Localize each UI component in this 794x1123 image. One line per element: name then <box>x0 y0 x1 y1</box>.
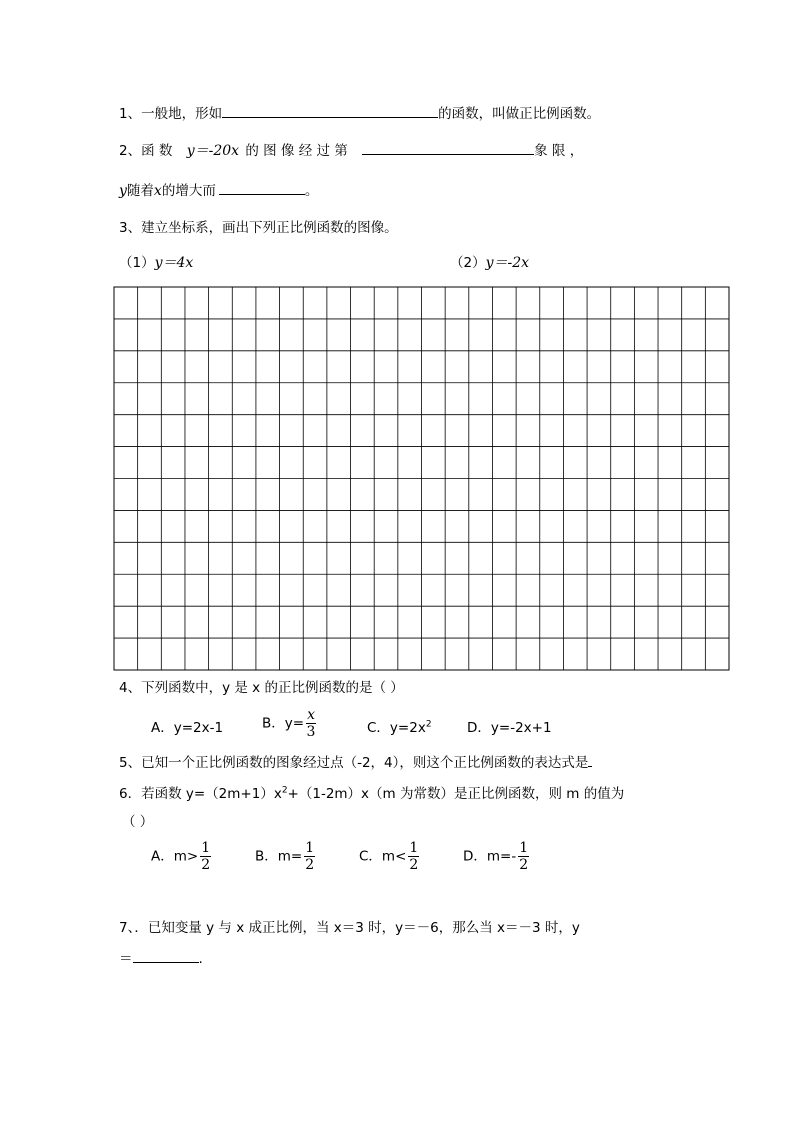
q6-option-c[interactable] <box>359 840 421 873</box>
question-2-line-1 <box>119 140 583 160</box>
q6-exponent: 2 <box>281 785 288 796</box>
q6-answer-paren[interactable]: （ ） <box>122 814 154 830</box>
q6-option-d[interactable] <box>463 840 531 873</box>
q6-d-fraction <box>518 840 529 873</box>
q2-suffix: 象 限 ， <box>534 143 584 159</box>
q2-var-x: x <box>153 183 162 199</box>
q5-text: 5、已知一个正比例函数的图象经过点（-2，4），则这个正比例函数的表达式是 <box>119 755 589 771</box>
q2-line2-end: 。 <box>304 183 319 199</box>
q6-text-pre: 6．若函数 y=（2m+1）x <box>119 786 282 802</box>
q6-d-prefix: D．m=- <box>463 848 517 865</box>
q4-option-c[interactable] <box>367 716 432 736</box>
q2-line2-b: 的增大而 <box>161 183 216 199</box>
q6-b-denominator: 2 <box>305 857 315 873</box>
q3-sub-2 <box>450 254 529 272</box>
q2-middle: 的 图 像 经 过 第 <box>245 143 348 159</box>
q7-answer-blank[interactable] <box>133 948 199 963</box>
q3-sub-1 <box>119 254 193 272</box>
q2-prefix: 2、函 数 <box>119 143 173 159</box>
q6-c-prefix: C．m< <box>359 848 407 865</box>
q6-b-fraction <box>304 840 315 873</box>
question-6 <box>119 785 624 803</box>
q6-option-a[interactable] <box>151 840 213 873</box>
q4-b-denominator: 3 <box>306 724 316 740</box>
q6-a-numerator: 1 <box>201 840 211 856</box>
q6-b-numerator: 1 <box>305 840 315 856</box>
q6-c-fraction <box>408 840 419 873</box>
q4-b-numerator: x <box>307 707 315 723</box>
q2-quadrant-blank[interactable] <box>362 140 534 155</box>
q4-b-prefix: B．y= <box>262 715 305 732</box>
q7-equals: ＝ <box>119 951 133 967</box>
coordinate-grid[interactable] <box>113 286 730 671</box>
question-2-line-2 <box>119 180 318 200</box>
q6-d-denominator: 2 <box>519 857 529 873</box>
q6-text-post: +（1-2m）x（m 为常数）是正比例函数，则 m 的值为 <box>287 786 625 802</box>
q7-period: . <box>198 951 203 967</box>
q6-b-prefix: B．m= <box>255 848 303 865</box>
q5-answer-blank[interactable] <box>588 752 592 767</box>
q2-trend-blank[interactable] <box>219 180 305 195</box>
q2-var-y: y <box>119 183 127 199</box>
q4-c-exponent: 2 <box>425 719 432 730</box>
q3-sub2-label: （2） <box>450 255 486 271</box>
q6-c-numerator: 1 <box>409 840 419 856</box>
q4-c-text: C．y=2x <box>367 720 426 736</box>
q2-equation: y＝-20x <box>186 143 240 159</box>
q4-option-b[interactable] <box>262 707 318 740</box>
q4-option-a[interactable]: A．y=2x-1 <box>151 720 224 736</box>
question-7-line-2 <box>119 948 203 968</box>
q4-option-d[interactable]: D．y=-2x+1 <box>467 720 552 736</box>
q6-option-b[interactable] <box>255 840 317 873</box>
question-4: 4、下列函数中，y 是 x 的正比例函数的是（ ） <box>119 680 404 696</box>
q2-line2-a: 随着 <box>126 183 154 199</box>
question-5 <box>119 752 592 772</box>
q3-sub2-equation: y＝-2x <box>485 255 530 271</box>
question-3: 3、建立坐标系，画出下列正比例函数的图像。 <box>119 220 398 236</box>
q6-a-fraction <box>200 840 211 873</box>
question-1 <box>119 103 600 123</box>
q6-d-numerator: 1 <box>519 840 529 856</box>
q3-sub1-label: （1） <box>119 255 155 271</box>
q1-prefix: 1、一般地，形如 <box>119 106 223 122</box>
q6-a-denominator: 2 <box>201 857 211 873</box>
q3-sub1-equation: y＝4x <box>154 255 194 271</box>
q6-a-prefix: A．m> <box>151 848 199 865</box>
q1-suffix: 的函数，叫做正比例函数。 <box>438 106 601 122</box>
q4-b-fraction <box>306 707 316 740</box>
q6-c-denominator: 2 <box>409 857 419 873</box>
q1-answer-blank[interactable] <box>222 103 438 118</box>
question-7-line-1: 7、．已知变量 y 与 x 成正比例，当 x＝3 时，y＝－6，那么当 x＝－3 时，y <box>119 920 580 936</box>
